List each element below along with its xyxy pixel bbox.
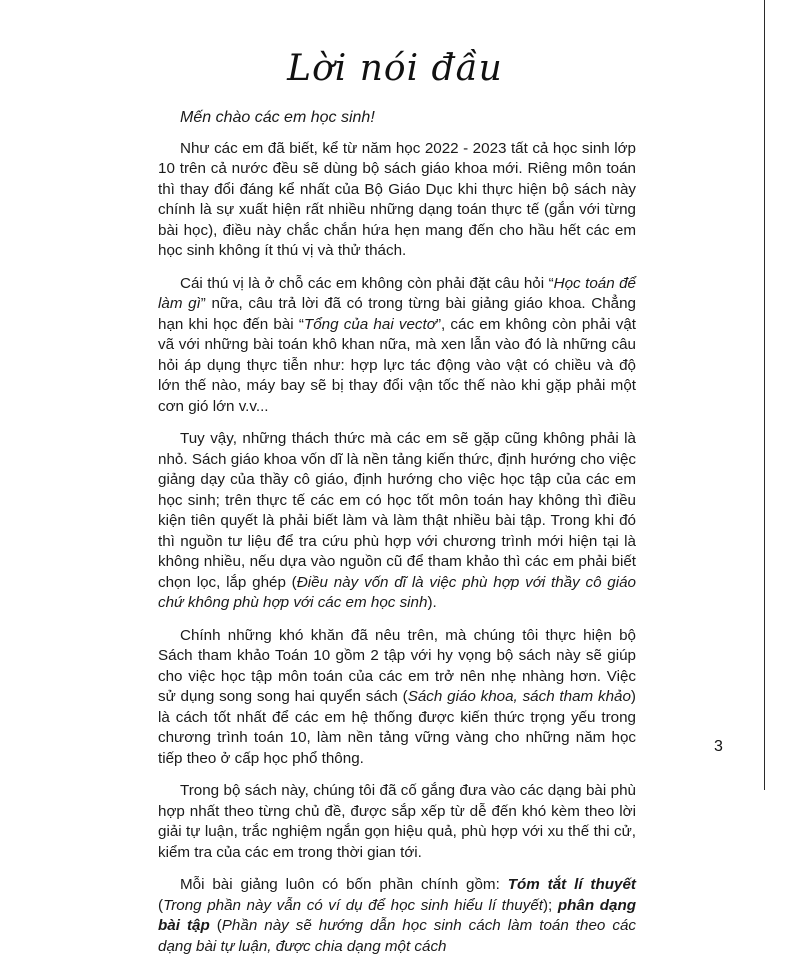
p4-text-2: ) là cách tốt nhất để các em hệ thống được kiến thức trọng yếu trong chương trình toán 10, làm nền tảng vững vàng cho những năm học tiếp theo ở cấp học phổ thông. <box>158 688 636 767</box>
p3-text-1: Tuy vậy, những thách thức mà các em sẽ gặp cũng không phải là nhỏ. Sách giáo khoa vốn dĩ là nền tảng kiến thức, định hướng cho việc giảng dạy của thầy cô giáo, định hướng cho việc học tập của các em học sinh; trên thực tế các em có học tốt môn toán hay không thì điều kiện tiên quyết là phải biết làm và làm thật nhiều bài tập. Trong khi đó thì nguồn tư liệu để tra cứu phù hợp với chương trình mới hiện tại là không nhiều, nếu dựa vào nguồn cũ để tham khảo thì các em phải biết chọn lọc, lắp ghép ( <box>158 430 636 591</box>
paragraph-5: Trong bộ sách này, chúng tôi đã cố gắng đưa vào các dạng bài phù hợp nhất theo từng chủ đề, được sắp xếp từ dễ đến khó kèm theo lời giải tự luận, trắc nghiệm ngắn gọn hiệu quả, phù hợp với xu thế thi cử, kiểm tra của các em trong thời gian tới. <box>158 782 636 861</box>
paragraph-6 <box>158 875 636 957</box>
page-title: Lời nói đầu <box>287 48 503 89</box>
p2-text-2: ” nữa, câu trả lời đã có trong từng bài giảng giáo khoa. Chẳng hạn khi học đến bài “ <box>158 295 636 333</box>
page-edge-line <box>764 0 765 790</box>
p3-italic-1: Điều này vốn dĩ là việc phù hợp với thầy cô giáo chứ không phù hợp với các em học sinh <box>158 573 637 611</box>
p3-text-2: ). <box>427 594 437 611</box>
p6-italic-2: Phần này sẽ hướng dẫn học sinh cách làm toán theo các dạng bài tự luận, được chia dạng một cách <box>158 917 636 955</box>
paragraph-2 <box>158 274 636 418</box>
greeting: Mến chào các em học sinh! <box>180 109 375 126</box>
p4-italic-1: Sách giáo khoa, sách tham khảo <box>407 688 631 705</box>
p2-italic-1: Học toán để làm gì <box>158 274 636 312</box>
p6-text-4: ( <box>209 917 222 934</box>
p2-text-3: ”, các em không còn phải vật vã với những bài toán khô khan nữa, mà xen lẫn vào đó là những câu hỏi áp dụng thực tiễn như: hợp lực tác động vào vật có chiều và độ lớn thế nào, máy bay sẽ bị thay đổi vận tốc thế nào khi gặp phải một cơn gió lớn v.v... <box>158 315 636 415</box>
p2-text-1: Cái thú vị là ở chỗ các em không còn phải đặt câu hỏi “ <box>180 274 554 292</box>
p6-text-2: ( <box>158 896 164 914</box>
paragraph-3 <box>158 429 636 614</box>
page-number: 3 <box>714 738 723 755</box>
p6-text-3: ); <box>543 896 558 914</box>
paragraph-4 <box>158 626 636 770</box>
p6-bold-1: Tóm tắt lí thuyết <box>507 876 636 893</box>
p6-italic-1: Trong phần này vẫn có ví dụ để học sinh hiểu lí thuyết <box>163 896 543 914</box>
paragraph-1: Như các em đã biết, kể từ năm học 2022 - 2023 tất cả học sinh lớp 10 trên cả nước đều sẽ dùng bộ sách giáo khoa mới. Riêng môn toán thì thay đổi đáng kể nhất của Bộ Giáo Dục khi thực hiện bộ sách này chính là sự xuất hiện rất nhiều những dạng toán thực tế (gắn với từng bài học), điều này chắc chắn hứa hẹn mang đến cho hầu hết các em học sinh không ít thú vị và thử thách. <box>158 139 636 259</box>
p4-text-1: Chính những khó khăn đã nêu trên, mà chúng tôi thực hiện bộ Sách tham khảo Toán 10 gồm 2 tập với hy vọng bộ sách này sẽ giúp cho việc học tập môn toán của các em trở nên nhẹ nhàng hơn. Việc sử dụng song song hai quyển sách ( <box>158 626 636 705</box>
p6-text-1: Mỗi bài giảng luôn có bốn phần chính gồm: <box>180 876 508 893</box>
p2-italic-2: Tổng của hai vectơ <box>303 315 436 333</box>
body-text <box>158 108 636 969</box>
p6-bold-2: phân dạng bài tập <box>158 896 636 934</box>
